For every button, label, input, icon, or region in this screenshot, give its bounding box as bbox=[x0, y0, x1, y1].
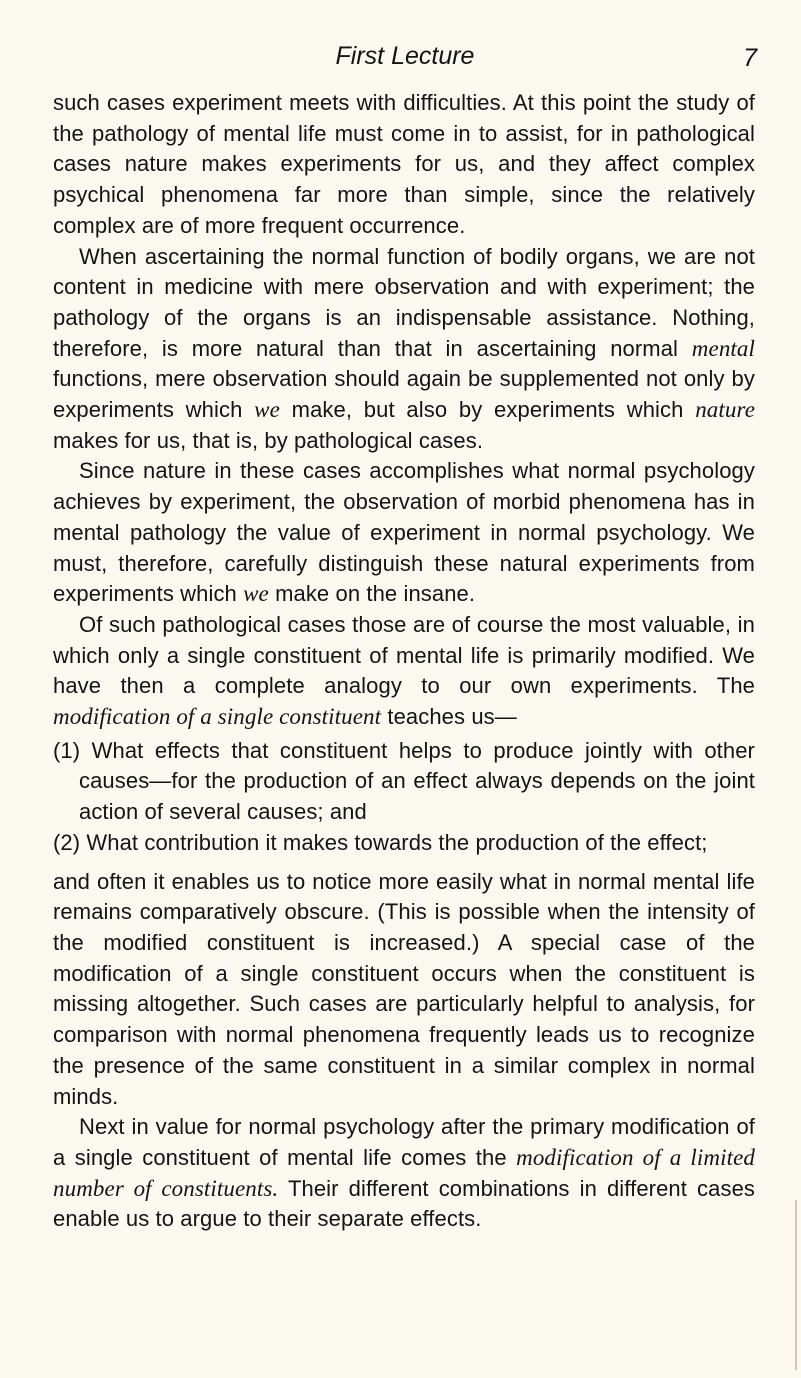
paragraph-1 bbox=[53, 88, 755, 242]
paragraph-text: Of such pathological cases those are of course the most valuable, in which only a single constituent of mental life is primarily modified. We have then a complete analogy to our own experiments. The bbox=[53, 611, 755, 699]
page-header bbox=[53, 40, 757, 76]
paragraph-text: Their different combinations in different cases enable us to argue to their separate effects. bbox=[53, 1175, 756, 1232]
paragraph-text: such cases experiment meets with difficulties. At this point the study of the pathology of mental life must come in to assist, for in pathological cases nature makes experiments for us, and they affect complex psychical phenomena far more than simple, since the relatively complex are of more frequent occurrence. bbox=[53, 90, 755, 238]
paragraph-text: functions, mere observation should again be supplemented not only by experiments which bbox=[53, 366, 755, 423]
paragraph-3 bbox=[53, 456, 755, 610]
emphasis-text: mental bbox=[691, 335, 755, 361]
paragraph-5 bbox=[53, 867, 755, 1113]
page-edge-line bbox=[795, 1200, 797, 1370]
list-item: (2) What contribution it makes towards the production of the effect; bbox=[53, 829, 708, 855]
emphasis-text: we bbox=[254, 397, 280, 423]
paragraph-text: teaches us— bbox=[381, 704, 517, 730]
paragraph-text: When ascertaining the normal function of bodily organs, we are not content in medicine with mere observation and with experiment; the pathology of the organs is an indispensable assistance. Nothing, therefore, is more natural than that in ascertaining normal bbox=[53, 243, 755, 361]
paragraph-4 bbox=[53, 610, 755, 733]
body-text bbox=[53, 88, 755, 1235]
emphasis-text: nature bbox=[695, 397, 755, 423]
paragraph-2 bbox=[53, 242, 755, 457]
paragraph-text: makes for us, that is, by pathological cases. bbox=[53, 427, 484, 453]
page-number: 7 bbox=[743, 44, 757, 72]
emphasis-text: we bbox=[243, 581, 269, 607]
running-head: First Lecture bbox=[335, 42, 475, 70]
numbered-list bbox=[53, 736, 755, 859]
paragraph-text: Since nature in these cases accomplishes what normal psychology achieves by experiment, the observation of morbid phenomena has in mental pathology the value of experiment in normal psychology. We must, therefore, carefully distinguish these natural experiments from experiments which bbox=[53, 458, 755, 607]
emphasis-text: modification of a single constituent bbox=[53, 704, 382, 730]
paragraph-text: make on the insane. bbox=[268, 581, 476, 607]
paragraph-text: Next in value for normal psychology after the primary modification of a single constituent of mental life comes the bbox=[53, 1114, 755, 1170]
paragraph-6 bbox=[53, 1112, 755, 1235]
paragraph-text: make, but also by experiments which bbox=[279, 397, 696, 423]
paragraph-text: and often it enables us to notice more easily what in normal mental life remains comparatively obscure. (This is possible when the intensity of the modified constituent is increased.) A special case of the modification of a single constituent occurs when the constituent is missing altogether. Such cases are particularly helpful to analysis, for comparison with normal phenomena frequently leads us to recognize the presence of the same constituent in a similar complex in normal minds. bbox=[53, 868, 755, 1109]
list-item: (1) What effects that constituent helps to produce jointly with other causes—for the production of an effect always depends on the joint action of several causes; and bbox=[53, 737, 755, 825]
emphasis-text: modification of a limited number of constituents. bbox=[53, 1144, 755, 1201]
